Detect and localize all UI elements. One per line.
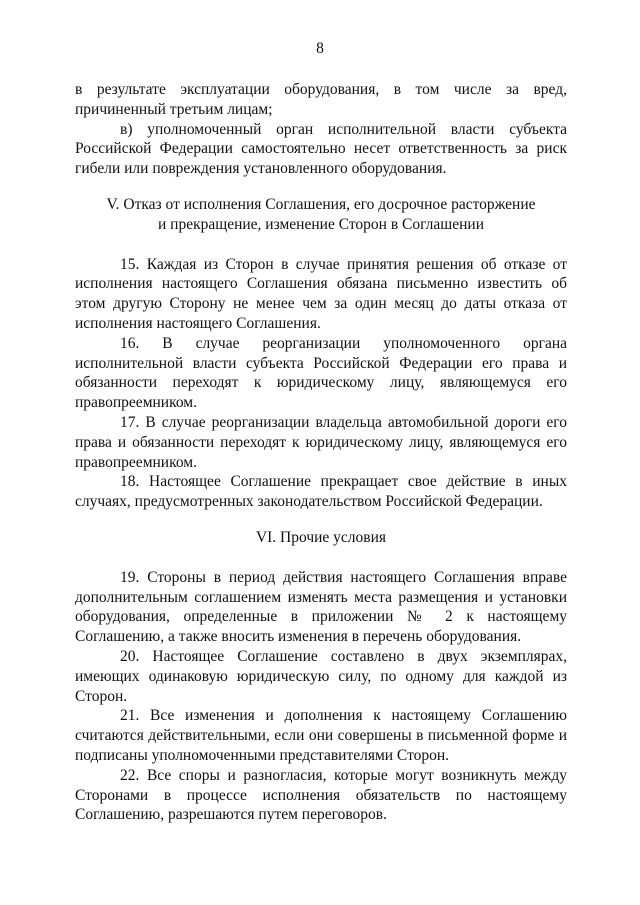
- page-number: 8: [316, 40, 324, 57]
- section-heading-v-line1: V. Отказ от исполнения Соглашения, его досрочное расторжение: [106, 195, 536, 213]
- paragraph-15: 15. Каждая из Сторон в случае принятия решения об отказе от исполнения настоящего Соглашения обязана письменно известить об этом другую Сторону не менее чем за один месяц до даты отказа от исполнения настоящего Соглашения.: [75, 255, 567, 332]
- document-body: [75, 80, 567, 825]
- paragraph-subitem-v: в) уполномоченный орган исполнительной власти субъекта Российской Федерации самостоятельно несет ответственность за риск гибели или повреждения установленного оборудования.: [75, 120, 567, 178]
- section-heading-vi: VI. Прочие условия: [255, 528, 387, 546]
- paragraph-22: 22. Все споры и разногласия, которые могут возникнуть между Сторонами в процессе исполнения обязательств по настоящему Соглашению, разрешаются путем переговоров.: [75, 766, 567, 824]
- paragraph-continuation: в результате эксплуатации оборудования, в том числе за вред, причиненный третьим лицам;: [75, 81, 567, 118]
- paragraph-17: 17. В случае реорганизации владельца автомобильной дороги его права и обязанности переходят к юридическому лицу, являющемуся его правопреемником.: [75, 413, 567, 471]
- section-heading-v-line2: и прекращение, изменение Сторон в Соглашении: [158, 215, 484, 233]
- paragraph-20: 20. Настоящее Соглашение составлено в двух экземплярах, имеющих одинаковую юридическую силу, по одному для каждой из Сторон.: [75, 647, 567, 705]
- paragraph-18: 18. Настоящее Соглашение прекращает свое действие в иных случаях, предусмотренных законодательством Российской Федерации.: [75, 473, 567, 511]
- paragraph-21: 21. Все изменения и дополнения к настоящему Соглашению считаются действительными, если они совершены в письменной форме и подписаны уполномоченными представителями Сторон.: [75, 707, 567, 764]
- paragraph-16: 16. В случае реорганизации уполномоченного органа исполнительной власти субъекта Российской Федерации его права и обязанности переходят к юридическому лицу, являющемуся его правопреемником.: [75, 334, 567, 412]
- paragraph-19: 19. Стороны в период действия настоящего Соглашения вправе дополнительным соглашением изменять места размещения и установки оборудования, определенные в приложении № 2 к настоящему Соглашению, а также вносить изменения в перечень оборудования.: [75, 568, 567, 646]
- section-heading-v: [75, 195, 567, 235]
